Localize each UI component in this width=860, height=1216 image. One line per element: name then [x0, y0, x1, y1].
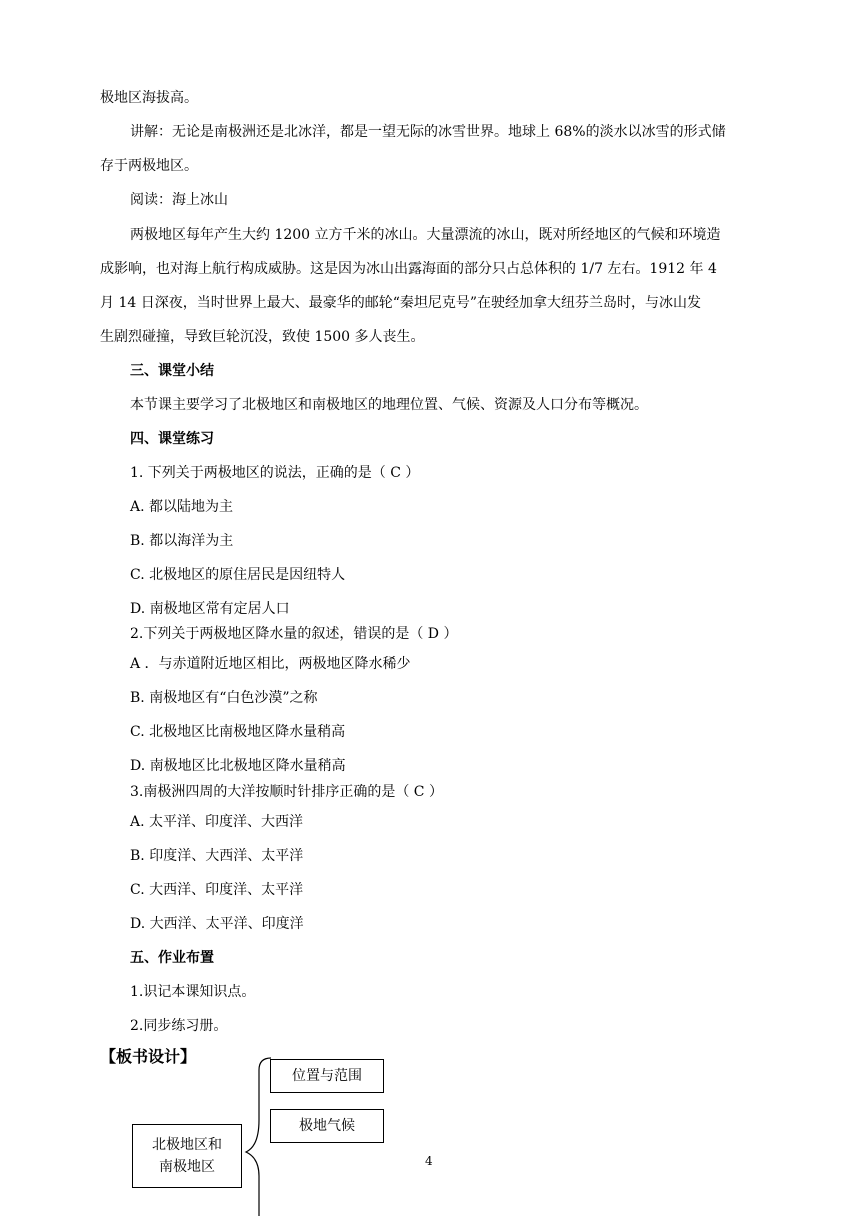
- board-subtopic-box-location: [270, 1059, 384, 1093]
- question-1-option-d: D. 南极地区常有定居人口: [130, 601, 290, 617]
- board-subtopic-label: 极地气候: [299, 1118, 355, 1134]
- paragraph-line: 两极地区每年产生大约 1200 立方千米的冰山。大量漂流的冰山，既对所经地区的气候和环境造: [130, 227, 721, 243]
- question-3-option-b: B. 印度洋、大西洋、太平洋: [130, 848, 304, 864]
- paragraph-line: 讲解：无论是南极洲还是北冰洋，都是一望无际的冰雪世界。地球上 68%的淡水以冰雪的形式储: [130, 124, 726, 140]
- board-main-topic-line1: 北极地区和: [152, 1137, 222, 1153]
- question-1-option-c: C. 北极地区的原住居民是因纽特人: [130, 567, 346, 583]
- question-3-option-a: A. 太平洋、印度洋、大西洋: [130, 814, 304, 830]
- homework-item-1: 1.识记本课知识点。: [130, 984, 256, 1000]
- question-2-option-c: C. 北极地区比南极地区降水量稍高: [130, 724, 346, 740]
- paragraph-line: 生剧烈碰撞，导致巨轮沉没，致使 1500 多人丧生。: [100, 329, 425, 345]
- question-1-option-b: B. 都以海洋为主: [130, 533, 234, 549]
- paragraph-line: 成影响，也对海上航行构成威胁。这是因为冰山出露海面的部分只占总体积的 1/7 左右。1912 年 4: [100, 261, 717, 277]
- board-subtopic-box-climate: [270, 1109, 384, 1143]
- board-main-topic-line2: 南极地区: [159, 1159, 215, 1175]
- question-2: 2.下列关于两极地区降水量的叙述，错误的是（ D ）: [130, 626, 458, 642]
- question-3-option-d: D. 大西洋、太平洋、印度洋: [130, 916, 304, 932]
- summary-text: 本节课主要学习了北极地区和南极地区的地理位置、气候、资源及人口分布等概况。: [130, 397, 648, 413]
- section-heading-summary: 三、课堂小结: [130, 363, 214, 379]
- paragraph-line: 极地区海拔高。: [100, 90, 198, 106]
- board-design-title: 【板书设计】: [100, 1047, 197, 1066]
- question-1: 1. 下列关于两极地区的说法，正确的是（ C ）: [130, 465, 420, 481]
- homework-item-2: 2.同步练习册。: [130, 1018, 228, 1034]
- question-2-option-a: A ．与赤道附近地区相比，两极地区降水稀少: [130, 656, 411, 672]
- page-number: 4: [425, 1154, 433, 1168]
- question-2-option-b: B. 南极地区有“白色沙漠”之称: [130, 690, 318, 706]
- paragraph-line: 阅读：海上冰山: [130, 192, 228, 208]
- question-1-option-a: A. 都以陆地为主: [130, 499, 234, 515]
- paragraph-line: 存于两极地区。: [100, 158, 198, 174]
- question-2-option-d: D. 南极地区比北极地区降水量稍高: [130, 758, 346, 774]
- question-3-option-c: C. 大西洋、印度洋、太平洋: [130, 882, 304, 898]
- board-subtopic-label: 位置与范围: [292, 1068, 362, 1084]
- section-heading-practice: 四、课堂练习: [130, 431, 214, 447]
- section-heading-homework: 五、作业布置: [130, 950, 214, 966]
- question-3: 3.南极洲四周的大洋按顺时针排序正确的是（ C ）: [130, 784, 443, 800]
- board-main-topic-box: [132, 1124, 242, 1188]
- paragraph-line: 月 14 日深夜，当时世界上最大、最豪华的邮轮“秦坦尼克号”在驶经加拿大纽芬兰岛时，与冰山发: [100, 295, 702, 311]
